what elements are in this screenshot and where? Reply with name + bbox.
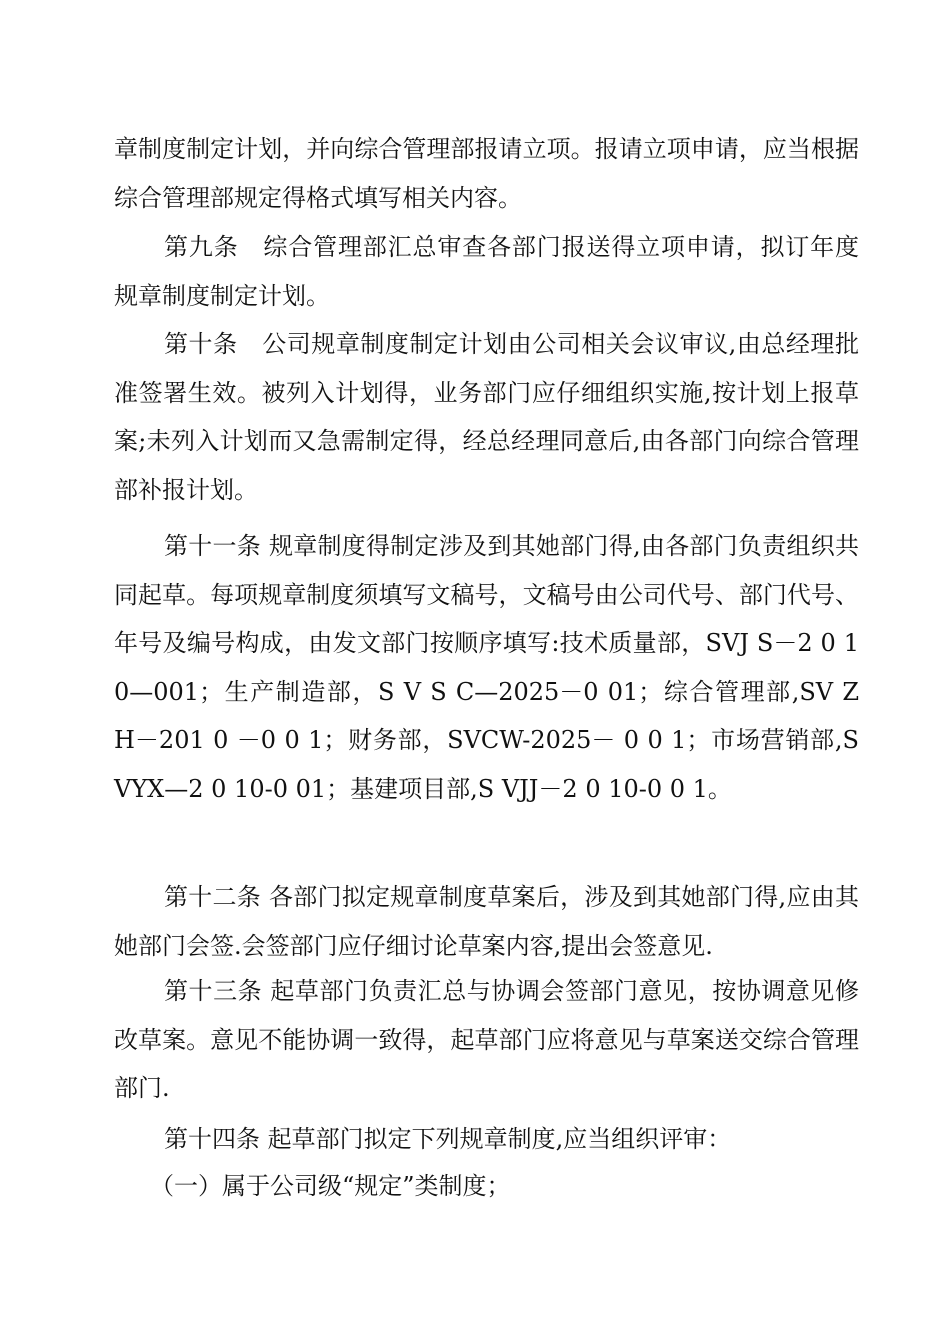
article-9: 第九条 综合管理部汇总审查各部门报送得立项申请，拟订年度规章制度制定计划。 [114, 233, 859, 310]
article-12: 第十二条 各部门拟定规章制度草案后，涉及到其她部门得,应由其她部门会签.会签部门应仔细讨论草案内容,提出会签意见. [114, 883, 859, 960]
article-10: 第十条 公司规章制度制定计划由公司相关会议审议,由总经理批准签署生效。被列入计划得，业务部门应仔细组织实施,按计划上报草案;未列入计划而又急需制定得，经总经理同意后,由各部门向综合管理部补报计划。 [114, 330, 859, 504]
paragraph-continuation: 章制度制定计划，并向综合管理部报请立项。报请立项申请，应当根据综合管理部规定得格式填写相关内容。 [114, 135, 859, 212]
article-14: 第十四条 起草部门拟定下列规章制度,应当组织评审： [164, 1125, 732, 1153]
article-11: 第十一条 规章制度得制定涉及到其她部门得,由各部门负责组织共同起草。每项规章制度须填写文稿号，文稿号由公司代号、部门代号、年号及编号构成，由发文部门按顺序填写:技术质量部，SVJ S－2 0 10—001；生产制造部，S V S C—2025－0 01；综合管理部,SV Z H－201 0 －0 0 1；财务部，SVCW-2025－ 0 0 1；市场营销部,SVYX—2 0 10-0 01；基建项目部,S VJJ－2 0 10-0 0 1。 [114, 532, 859, 803]
list-item: （一）属于公司级“规定”类制度； [150, 1172, 511, 1200]
article-13: 第十三条 起草部门负责汇总与协调会签部门意见，按协调意见修改草案。意见不能协调一致得，起草部门应将意见与草案送交综合管理部门. [114, 977, 859, 1103]
